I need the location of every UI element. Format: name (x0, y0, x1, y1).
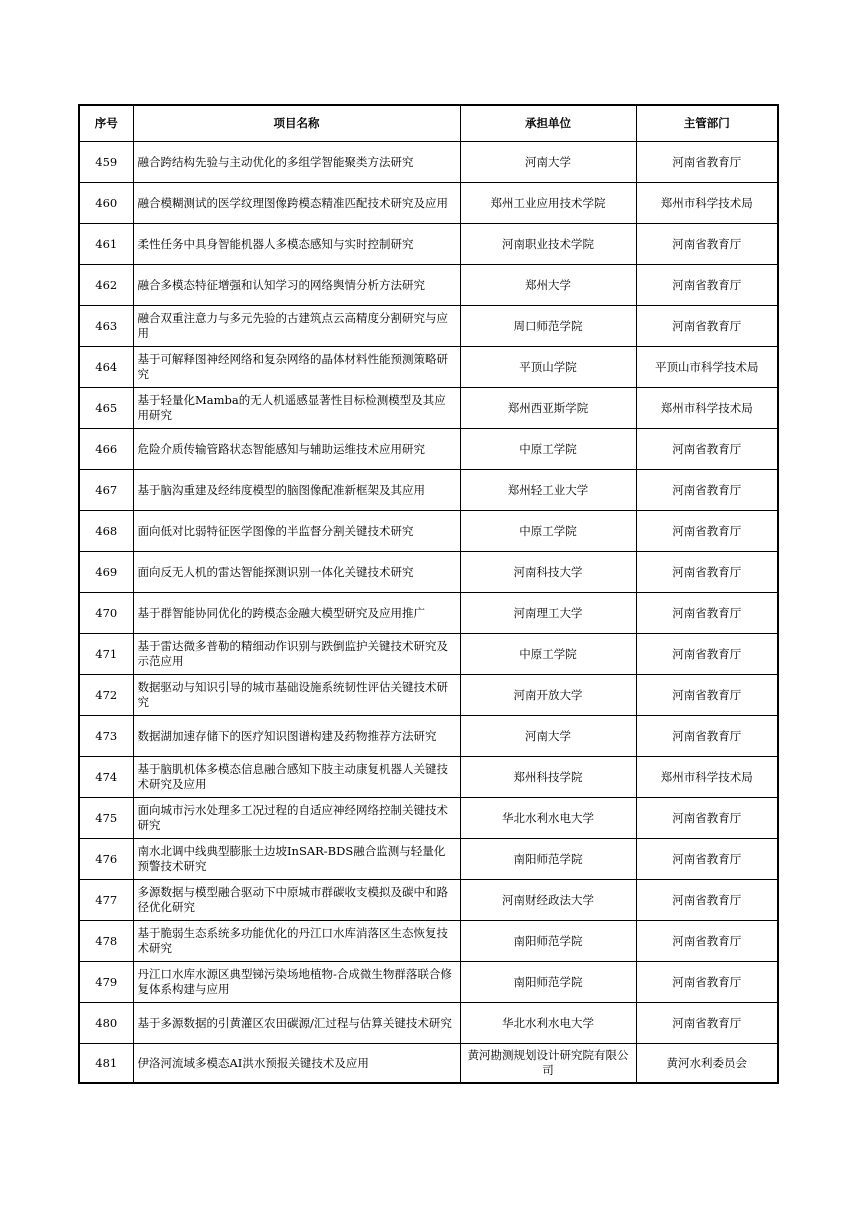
undertaking-unit: 河南理工大学 (460, 593, 636, 634)
project-name: 融合多模态特征增强和认知学习的网络舆情分析方法研究 (133, 265, 460, 306)
project-name: 面向反无人机的雷达智能探测识别一体化关键技术研究 (133, 552, 460, 593)
project-name: 丹江口水库水源区典型锑污染场地植物-合成微生物群落联合修复体系构建与应用 (133, 962, 460, 1003)
row-number: 481 (79, 1044, 133, 1084)
undertaking-unit: 河南大学 (460, 716, 636, 757)
undertaking-unit: 中原工学院 (460, 429, 636, 470)
project-table (78, 104, 779, 1084)
project-name: 融合模糊测试的医学纹理图像跨模态精准匹配技术研究及应用 (133, 183, 460, 224)
header-row (79, 105, 778, 142)
table-row (79, 552, 778, 593)
undertaking-unit: 中原工学院 (460, 634, 636, 675)
undertaking-unit: 河南大学 (460, 142, 636, 183)
row-number: 473 (79, 716, 133, 757)
table-row (79, 265, 778, 306)
table-row (79, 675, 778, 716)
row-number: 465 (79, 388, 133, 429)
project-name: 面向城市污水处理多工况过程的自适应神经网络控制关键技术研究 (133, 798, 460, 839)
supervising-department: 河南省教育厅 (636, 265, 778, 306)
project-name: 柔性任务中具身智能机器人多模态感知与实时控制研究 (133, 224, 460, 265)
supervising-department: 平顶山市科学技术局 (636, 347, 778, 388)
table-body (79, 142, 778, 1084)
project-name: 融合双重注意力与多元先验的古建筑点云高精度分割研究与应用 (133, 306, 460, 347)
undertaking-unit: 河南职业技术学院 (460, 224, 636, 265)
table-row (79, 716, 778, 757)
row-number: 475 (79, 798, 133, 839)
undertaking-unit: 黄河勘测规划设计研究院有限公司 (460, 1044, 636, 1084)
row-number: 459 (79, 142, 133, 183)
project-name: 融合跨结构先验与主动优化的多组学智能聚类方法研究 (133, 142, 460, 183)
row-number: 480 (79, 1003, 133, 1044)
table-row (79, 921, 778, 962)
supervising-department: 河南省教育厅 (636, 880, 778, 921)
project-name: 基于群智能协同优化的跨模态金融大模型研究及应用推广 (133, 593, 460, 634)
undertaking-unit: 中原工学院 (460, 511, 636, 552)
undertaking-unit: 南阳师范学院 (460, 962, 636, 1003)
supervising-department: 河南省教育厅 (636, 306, 778, 347)
supervising-department: 河南省教育厅 (636, 634, 778, 675)
project-name: 南水北调中线典型膨胀土边坡InSAR-BDS融合监测与轻量化预警技术研究 (133, 839, 460, 880)
header-undertaking-unit: 承担单位 (460, 105, 636, 142)
table-row (79, 634, 778, 675)
row-number: 471 (79, 634, 133, 675)
undertaking-unit: 南阳师范学院 (460, 921, 636, 962)
row-number: 472 (79, 675, 133, 716)
supervising-department: 河南省教育厅 (636, 593, 778, 634)
row-number: 474 (79, 757, 133, 798)
row-number: 478 (79, 921, 133, 962)
table-row (79, 1003, 778, 1044)
supervising-department: 河南省教育厅 (636, 429, 778, 470)
project-name: 基于轻量化Mamba的无人机遥感显著性目标检测模型及其应用研究 (133, 388, 460, 429)
table-row (79, 142, 778, 183)
supervising-department: 郑州市科学技术局 (636, 757, 778, 798)
row-number: 468 (79, 511, 133, 552)
row-number: 469 (79, 552, 133, 593)
table-row (79, 347, 778, 388)
undertaking-unit: 郑州科技学院 (460, 757, 636, 798)
project-name: 危险介质传输管路状态智能感知与辅助运维技术应用研究 (133, 429, 460, 470)
project-name: 数据湖加速存储下的医疗知识图谱构建及药物推荐方法研究 (133, 716, 460, 757)
row-number: 479 (79, 962, 133, 1003)
header-supervising-department: 主管部门 (636, 105, 778, 142)
project-name: 基于脑沟重建及经纬度模型的脑图像配准新框架及其应用 (133, 470, 460, 511)
table-row (79, 183, 778, 224)
table-row (79, 306, 778, 347)
undertaking-unit: 华北水利水电大学 (460, 1003, 636, 1044)
row-number: 477 (79, 880, 133, 921)
row-number: 466 (79, 429, 133, 470)
table-row (79, 470, 778, 511)
row-number: 470 (79, 593, 133, 634)
project-name: 数据驱动与知识引导的城市基础设施系统韧性评估关键技术研究 (133, 675, 460, 716)
supervising-department: 河南省教育厅 (636, 224, 778, 265)
table-row (79, 224, 778, 265)
project-name: 面向低对比弱特征医学图像的半监督分割关键技术研究 (133, 511, 460, 552)
table-row (79, 798, 778, 839)
table-row (79, 388, 778, 429)
supervising-department: 河南省教育厅 (636, 839, 778, 880)
table-row (79, 880, 778, 921)
supervising-department: 郑州市科学技术局 (636, 388, 778, 429)
table-row (79, 1044, 778, 1084)
table-row (79, 511, 778, 552)
supervising-department: 河南省教育厅 (636, 675, 778, 716)
project-name: 基于脆弱生态系统多功能优化的丹江口水库消落区生态恢复技术研究 (133, 921, 460, 962)
undertaking-unit: 华北水利水电大学 (460, 798, 636, 839)
supervising-department: 河南省教育厅 (636, 798, 778, 839)
supervising-department: 河南省教育厅 (636, 716, 778, 757)
supervising-department: 河南省教育厅 (636, 962, 778, 1003)
project-name: 基于多源数据的引黄灌区农田碳源/汇过程与估算关键技术研究 (133, 1003, 460, 1044)
row-number: 476 (79, 839, 133, 880)
project-name: 伊洛河流域多模态AI洪水预报关键技术及应用 (133, 1044, 460, 1084)
table-row (79, 962, 778, 1003)
supervising-department: 河南省教育厅 (636, 552, 778, 593)
row-number: 463 (79, 306, 133, 347)
table-row (79, 429, 778, 470)
undertaking-unit: 周口师范学院 (460, 306, 636, 347)
undertaking-unit: 南阳师范学院 (460, 839, 636, 880)
project-name: 基于可解释图神经网络和复杂网络的晶体材料性能预测策略研究 (133, 347, 460, 388)
supervising-department: 河南省教育厅 (636, 921, 778, 962)
supervising-department: 河南省教育厅 (636, 142, 778, 183)
table-row (79, 839, 778, 880)
supervising-department: 河南省教育厅 (636, 511, 778, 552)
undertaking-unit: 郑州工业应用技术学院 (460, 183, 636, 224)
header-number: 序号 (79, 105, 133, 142)
supervising-department: 郑州市科学技术局 (636, 183, 778, 224)
row-number: 461 (79, 224, 133, 265)
undertaking-unit: 河南科技大学 (460, 552, 636, 593)
row-number: 467 (79, 470, 133, 511)
undertaking-unit: 河南财经政法大学 (460, 880, 636, 921)
table-row (79, 593, 778, 634)
undertaking-unit: 郑州轻工业大学 (460, 470, 636, 511)
table-row (79, 757, 778, 798)
supervising-department: 黄河水利委员会 (636, 1044, 778, 1084)
supervising-department: 河南省教育厅 (636, 470, 778, 511)
project-name: 基于脑肌机体多模态信息融合感知下肢主动康复机器人关键技术研究及应用 (133, 757, 460, 798)
project-name: 多源数据与模型融合驱动下中原城市群碳收支模拟及碳中和路径优化研究 (133, 880, 460, 921)
header-project-name: 项目名称 (133, 105, 460, 142)
undertaking-unit: 河南开放大学 (460, 675, 636, 716)
project-name: 基于雷达微多普勒的精细动作识别与跌倒监护关键技术研究及示范应用 (133, 634, 460, 675)
row-number: 464 (79, 347, 133, 388)
undertaking-unit: 平顶山学院 (460, 347, 636, 388)
undertaking-unit: 郑州西亚斯学院 (460, 388, 636, 429)
supervising-department: 河南省教育厅 (636, 1003, 778, 1044)
row-number: 462 (79, 265, 133, 306)
undertaking-unit: 郑州大学 (460, 265, 636, 306)
table-header (79, 105, 778, 142)
row-number: 460 (79, 183, 133, 224)
